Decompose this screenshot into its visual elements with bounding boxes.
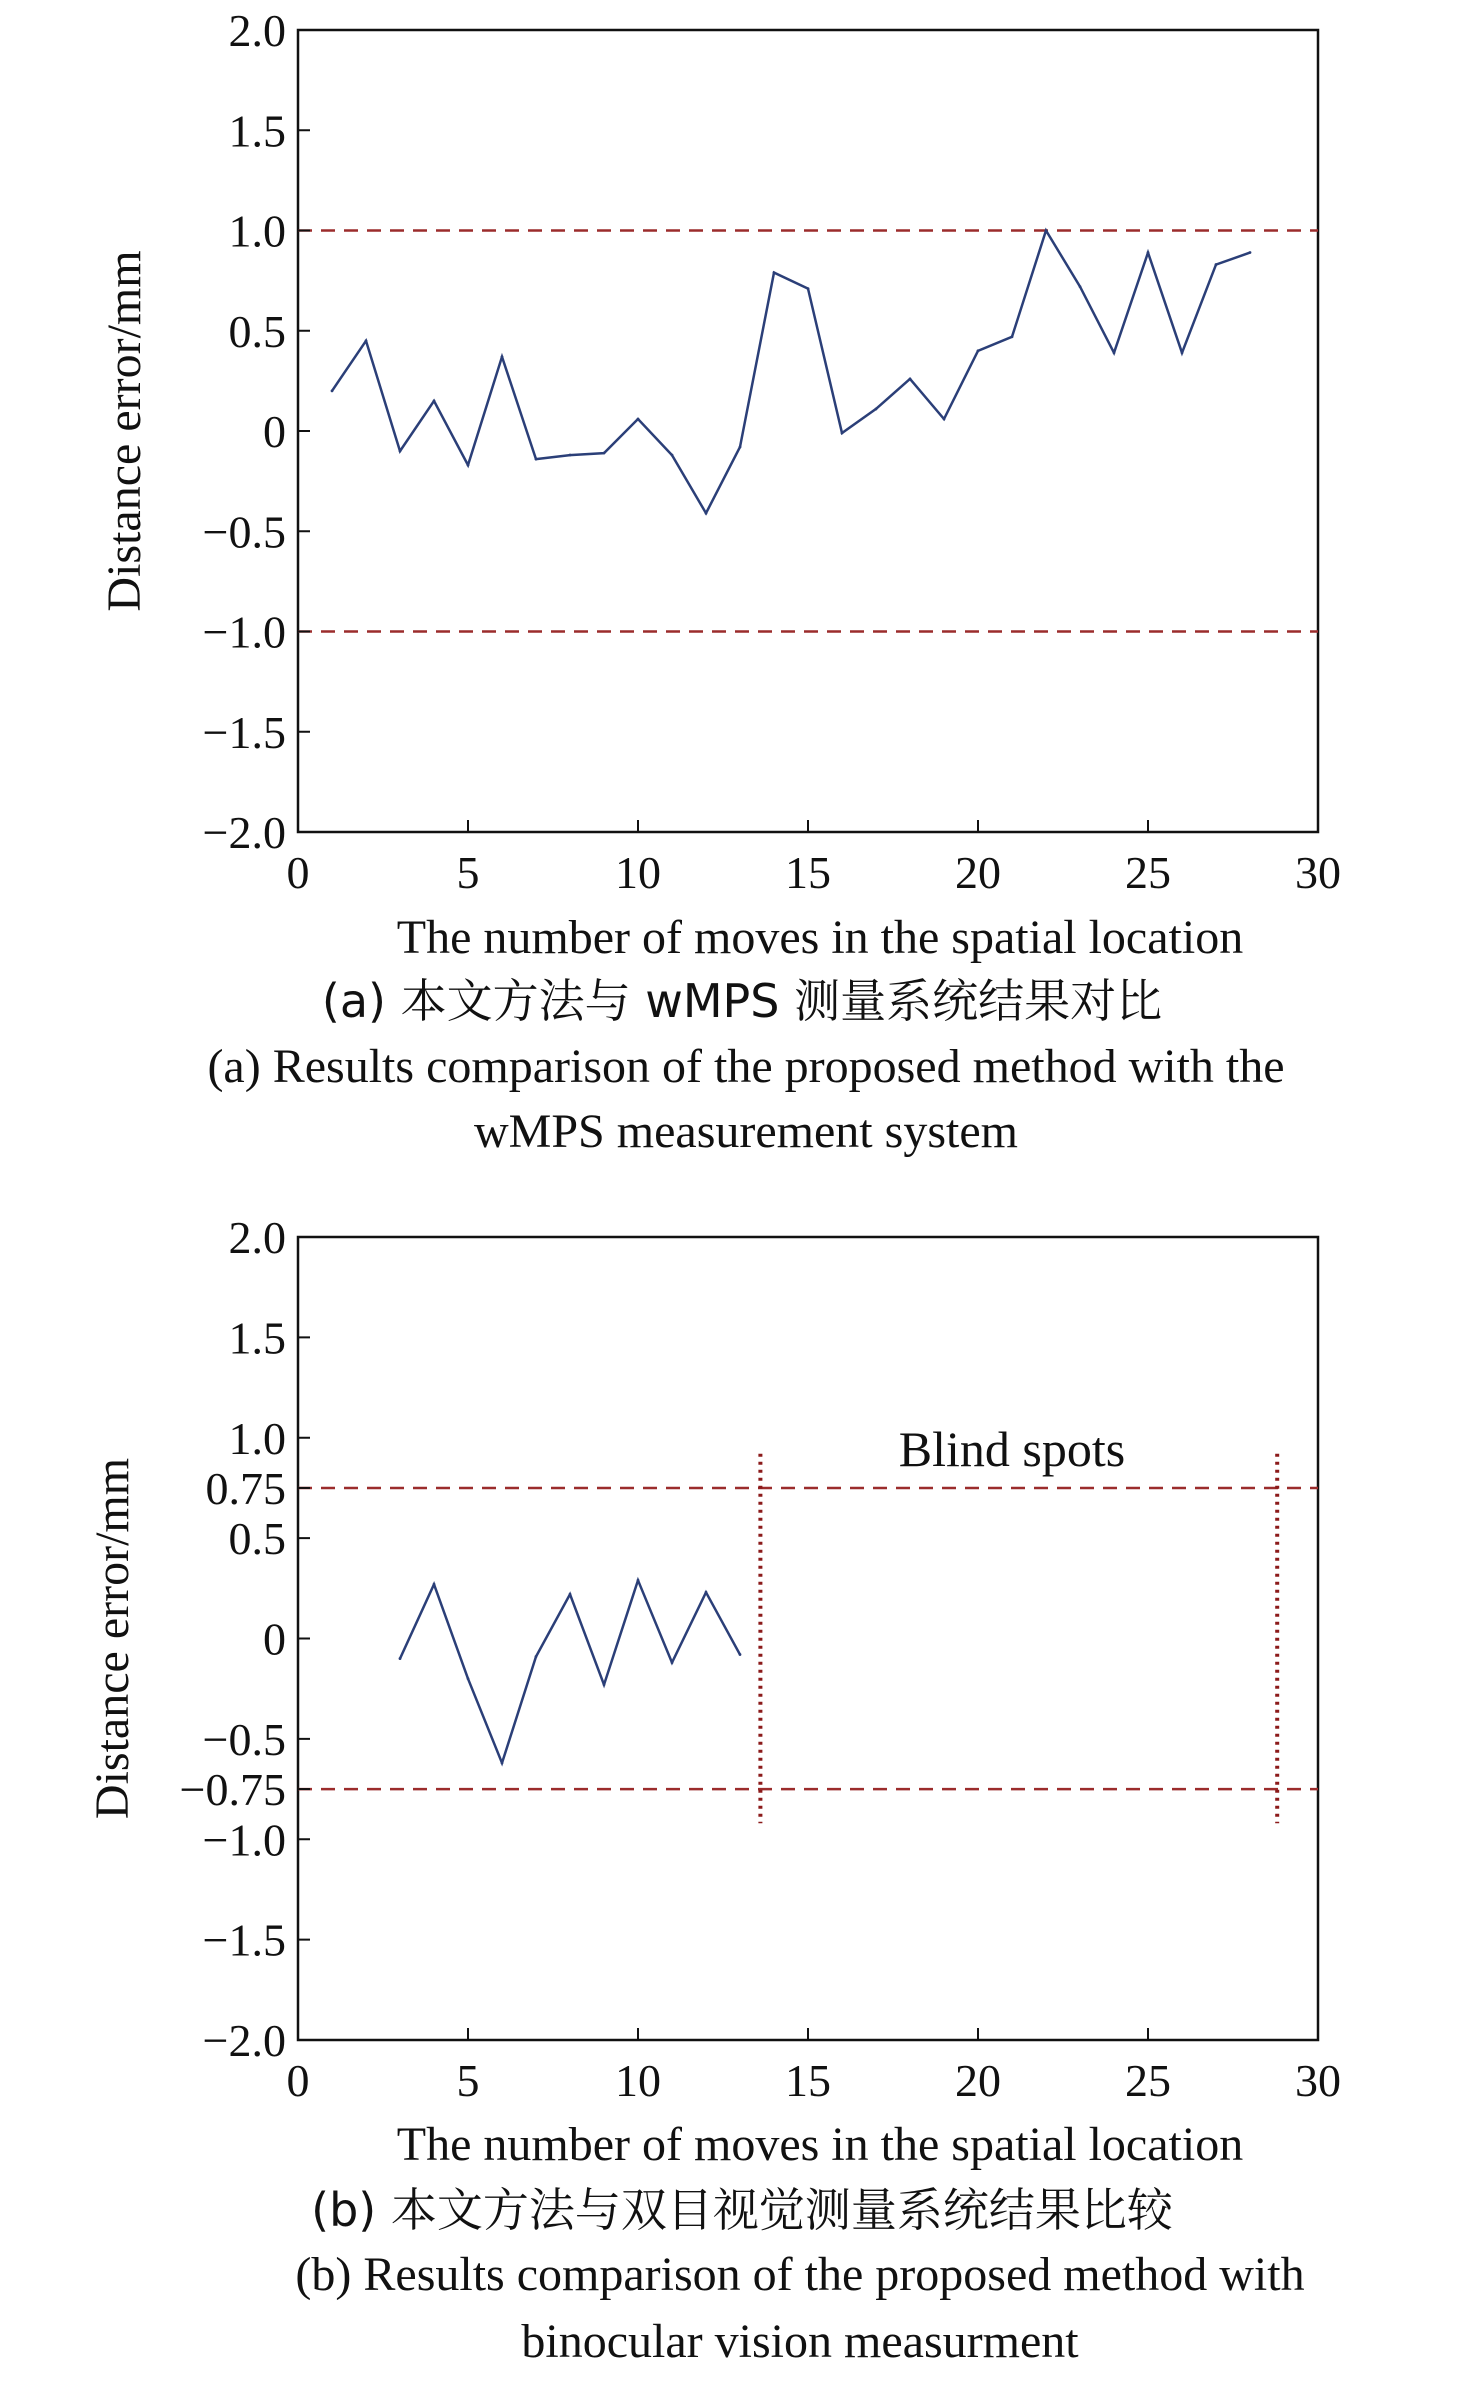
panel-b-blind-spot-markers [760,1454,1277,1823]
data-point [1113,351,1116,354]
y-tick-label: −0.75 [179,1764,286,1816]
data-point [467,464,470,467]
data-point [671,454,674,457]
panel-b-caption-chinese: (b) 本文方法与双目视觉测量系统结果比较 [311,2183,1173,2237]
panel-b-plot-frame [298,1237,1318,2040]
data-point [875,408,878,411]
x-tick-label: 30 [1295,847,1341,898]
data-point [1045,229,1048,232]
y-tick-label: 0.75 [205,1462,286,1514]
x-tick-label: 25 [1125,847,1171,898]
y-tick-label: 1.5 [228,105,286,157]
series-line [400,1580,740,1763]
y-tick-label: −0.5 [202,506,286,558]
data-point [1079,285,1082,288]
data-point [569,1593,572,1596]
panel-a-y-ticks [203,5,310,858]
data-point [433,400,436,403]
panel-a-y-axis-label: Distance error/mm [98,250,151,612]
panel-b-caption-english-line2: binocular vision measurment [521,2315,1079,2368]
data-point [671,1661,674,1664]
x-tick-label: 5 [456,847,480,898]
panel-b-caption-english-line1: (b) Results comparison of the proposed method with [295,2248,1305,2301]
y-tick-label: 0 [263,1613,286,1665]
y-tick-label: −0.5 [202,1713,286,1765]
y-tick-label: 1.0 [228,205,286,257]
data-point [365,339,368,342]
y-tick-label: 2.0 [228,1212,286,1263]
y-tick-label: −1.0 [202,1814,286,1866]
data-point [535,1655,538,1658]
y-tick-label: −2.0 [202,2015,286,2066]
x-tick-label: 20 [955,847,1001,898]
x-tick-label: 10 [615,2055,661,2106]
panel-a-caption-english-line1: (a) Results comparison of the proposed method with the [207,1040,1285,1093]
data-point [1249,251,1252,254]
data-point [399,1657,402,1660]
series-line [332,231,1250,514]
y-tick-label: −1.5 [202,1914,286,1966]
y-tick-label: −1.0 [202,606,286,658]
data-point [841,432,844,435]
x-tick-label: 25 [1125,2055,1171,2106]
data-point [637,1579,640,1582]
panel-b-blind-spots-annotation: Blind spots [898,1420,1126,1477]
data-point [943,418,946,421]
data-point [1011,335,1014,338]
y-tick-label: 0.5 [228,305,286,357]
data-point [535,458,538,461]
x-tick-label: 5 [456,2055,480,2106]
data-point [1215,263,1218,266]
panel-a-caption-english-line2: wMPS measurement system [474,1105,1018,1158]
y-tick-label: −1.5 [202,706,286,758]
x-tick-label: 20 [955,2055,1001,2106]
panel-a-caption-chinese: (a) 本文方法与 wMPS 测量系统结果对比 [321,974,1163,1028]
data-point [399,450,402,453]
panel-a-chart [98,5,1341,1158]
data-point [569,454,572,457]
data-point [977,349,980,352]
panel-b-reference-lines [298,1488,1318,1789]
data-point [433,1583,436,1586]
data-point [739,1653,742,1656]
panel-a-x-axis-label: The number of moves in the spatial location [396,911,1244,964]
panel-a-series [331,229,1252,515]
panel-b-chart [86,1212,1341,2368]
y-tick-label: 0 [263,406,286,457]
x-tick-label: 10 [615,847,661,898]
data-point [1147,251,1150,254]
x-tick-label: 0 [286,2055,310,2106]
data-point [1181,351,1184,354]
panel-b-series [399,1579,742,1764]
x-tick-label: 15 [785,2055,831,2106]
panel-b-x-axis-label: The number of moves in the spatial location [396,2118,1244,2171]
data-point [331,390,334,393]
data-point [603,452,606,455]
y-tick-label: −2.0 [202,807,286,858]
x-tick-label: 15 [785,847,831,898]
data-point [909,377,912,380]
data-point [705,1591,708,1594]
y-tick-label: 1.5 [228,1312,286,1364]
x-tick-label: 30 [1295,2055,1341,2106]
y-tick-label: 0.5 [228,1513,286,1565]
data-point [603,1683,606,1686]
data-point [739,446,742,449]
y-tick-label: 1.0 [228,1412,286,1464]
data-point [501,1762,504,1765]
data-point [637,418,640,421]
data-point [773,271,776,274]
panel-b-y-axis-label: Distance error/mm [86,1457,139,1820]
data-point [705,512,708,515]
x-tick-label: 0 [286,847,310,898]
panel-b-y-ticks [180,1212,310,2066]
data-point [807,287,810,290]
data-point [467,1677,470,1680]
data-point [501,355,504,358]
y-tick-label: 2.0 [228,5,286,56]
